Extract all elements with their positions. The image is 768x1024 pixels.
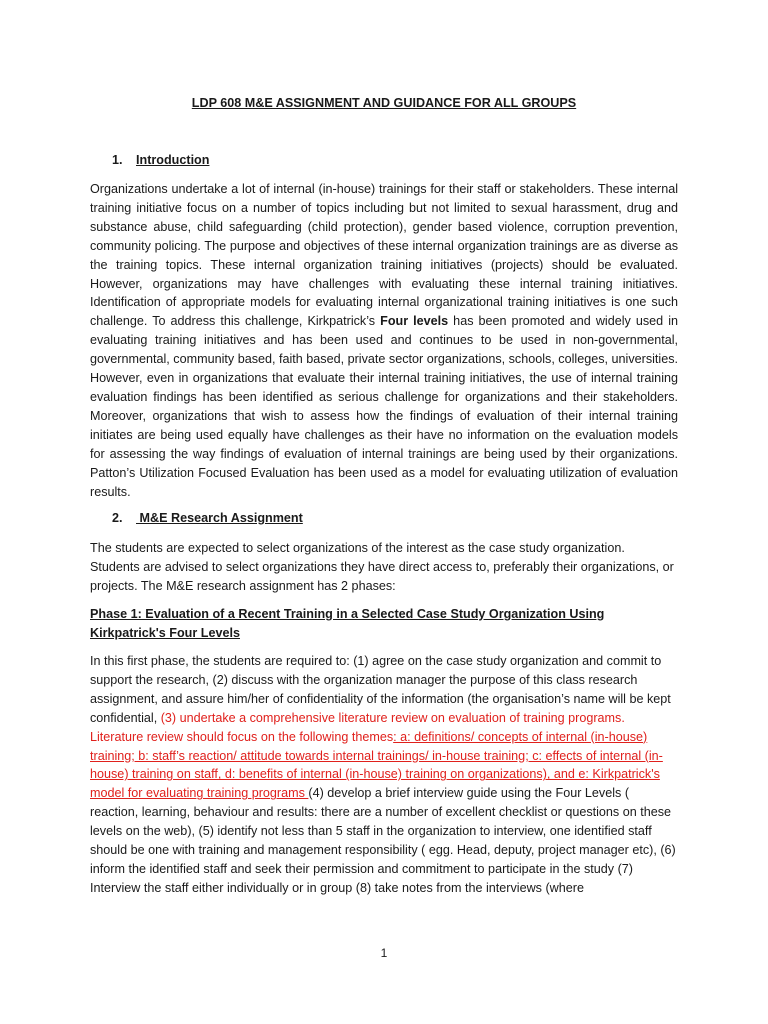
section-title: M&E Research Assignment [136, 511, 303, 525]
phase1-text-b: (4) develop a brief interview guide using the Four Levels ( reaction, learning, behaviour and results: there are a number of excellent checklist or questions on these levels on the web), (5) identify not less than 5 staff in the organization to interview, one identified staff should be one with training and management responsibility ( egg. Head, deputy, project manager etc), (6) inform the identified staff and seek their permission and commitment to participate in the study (7) Interview the staff either individually or in group (8) take notes from the interviews (where [90, 786, 676, 895]
phase1-paragraph [90, 652, 678, 898]
phase1-red-text-b: review should focus on the following themes [143, 729, 394, 744]
phase1-text-a: In this first phase, the students are required to: (1) agree on the case study organization and commit to support the research, (2) discuss with the organization manager the purpose of this class research assignment, and assure him/her of confidentiality of the information (the organisation’s name will be kept confidential, [90, 654, 671, 725]
section-heading-introduction [112, 151, 209, 169]
phase1-red-text-a: (3) undertake a comprehensive literature review on evaluation of training programs. Literature [90, 710, 625, 744]
intro-bold-text: Four levels [380, 314, 449, 329]
intro-text: Organizations undertake a lot of internal (in-house) trainings for their staff or stakeholders. These internal training initiative focus on a number of topics including but not limited to sexual harassment, drug and substance abuse, child safeguarding (child protection), gender based violence, corruption prevention, community policing. The purpose and objectives of these internal organization trainings are as diverse as the training topics. These internal organization training initiatives (projects) should be evaluated. However, organizations may have challenges with evaluating these internal training initiatives. Identification of appropriate models for evaluating internal organizational training initiatives is one such challenge. To address this challenge, Kirkpatrick’s [90, 182, 678, 329]
page-number: 1 [380, 946, 388, 960]
research-paragraph: The students are expected to select organizations of the interest as the case study organization. Students are advised to select organizations they have direct access to, preferably their organizations, or projects. The M&E research assignment has 2 phases: [90, 541, 674, 593]
phase1-red-underlined-text: : a: definitions/ concepts of internal (in-house) training; b: staff’s reaction/ attitude towards internal trainings/ in-house training; c: effects of internal (in-house) training on staff, d: benefits of internal (in-house) training on organizations), and e: Kirkpatrick's model for evaluating training programs [90, 729, 663, 801]
section-title: Introduction [136, 153, 210, 167]
section-number: 1. [112, 153, 123, 167]
introduction-paragraph [90, 180, 678, 501]
section-heading-research [112, 509, 303, 527]
section-number: 2. [112, 511, 123, 525]
phase1-heading: Phase 1: Evaluation of a Recent Training in a Selected Case Study Organization Using Kirkpatrick's Four Levels [90, 607, 605, 640]
document-title: LDP 608 M&E ASSIGNMENT AND GUIDANCE FOR ALL GROUPS [191, 96, 577, 110]
intro-text-rest: has been promoted and widely used in evaluating training initiatives and has been used and continues to be used in non-governmental, governmental, community based, faith based, private sector organizations, schools, colleges, universities. However, even in organizations that evaluate their internal training initiatives, the use of internal training evaluation findings has been identified as serious challenge for organizations and their stakeholders. Moreover, organizations that wish to assess how the findings of evaluation of their internal training initiates are being used equally have challenges as their have no information on the evaluation models for assessing the way findings of evaluation of internal trainings are being used by their organizations. Patton’s Utilization Focused Evaluation has been used as a model for evaluating utilization of evaluation results. [90, 314, 679, 499]
